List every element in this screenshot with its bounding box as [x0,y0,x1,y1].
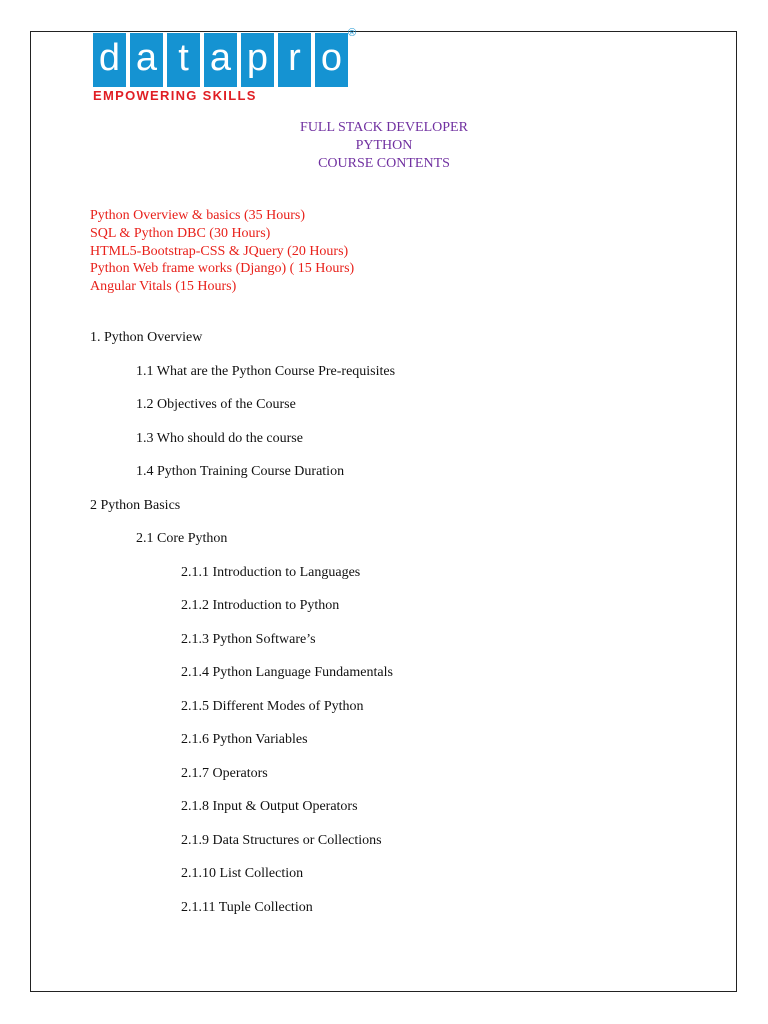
logo-letter: p [241,33,274,87]
logo-letter: a [130,33,163,87]
toc-item: 2.1.10 List Collection [181,866,304,881]
logo-tagline: EMPOWERING SKILLS [93,88,257,103]
logo-letter: o [315,33,348,87]
toc-item: 2.1.1 Introduction to Languages [181,564,361,580]
toc-item: 1.3 Who should do the course [136,430,303,446]
logo-letter: r [278,33,311,87]
heading-line: COURSE CONTENTS [318,156,450,171]
toc-item: 1.2 Objectives of the Course [136,397,296,412]
toc-item: 2.1.7 Operators [181,765,268,781]
heading-line: PYTHON [355,138,413,153]
toc-item: 1. Python Overview [90,330,203,345]
toc-item: 2.1.3 Python Software’s [181,631,316,647]
datapro-logo [93,27,363,108]
summary-item: Python Overview & basics (35 Hours) [90,208,306,223]
toc-item: 2.1 Core Python [136,531,228,546]
summary-item: SQL & Python DBC (30 Hours) [90,225,271,241]
summary-item: Python Web frame works (Django) ( 15 Hours) [90,261,355,277]
logo-letter: a [204,33,237,87]
course-summary [90,207,354,296]
toc-item: 1.1 What are the Python Course Pre-requisites [136,363,396,379]
logo-letter: t [167,33,200,87]
heading-line: FULL STACK DEVELOPER [300,120,468,135]
summary-item: HTML5-Bootstrap-CSS & JQuery (20 Hours) [90,243,349,259]
logo-letter-boxes [93,33,363,87]
toc-item: 2.1.5 Different Modes of Python [181,698,364,714]
toc-item: 1.4 Python Training Course Duration [136,464,345,479]
toc-item: 2.1.4 Python Language Fundamentals [181,665,393,680]
registered-mark: ® [348,27,357,39]
toc-item: 2.1.9 Data Structures or Collections [181,832,382,848]
toc-item: 2.1.2 Introduction to Python [181,598,340,613]
document-heading [0,119,768,173]
toc-item: 2 Python Basics [90,497,181,513]
logo-letter: d [93,33,126,87]
toc-item: 2.1.8 Input & Output Operators [181,799,358,814]
toc-item: 2.1.6 Python Variables [181,732,308,747]
summary-item: Angular Vitals (15 Hours) [90,279,237,295]
toc-item: 2.1.11 Tuple Collection [181,899,313,915]
